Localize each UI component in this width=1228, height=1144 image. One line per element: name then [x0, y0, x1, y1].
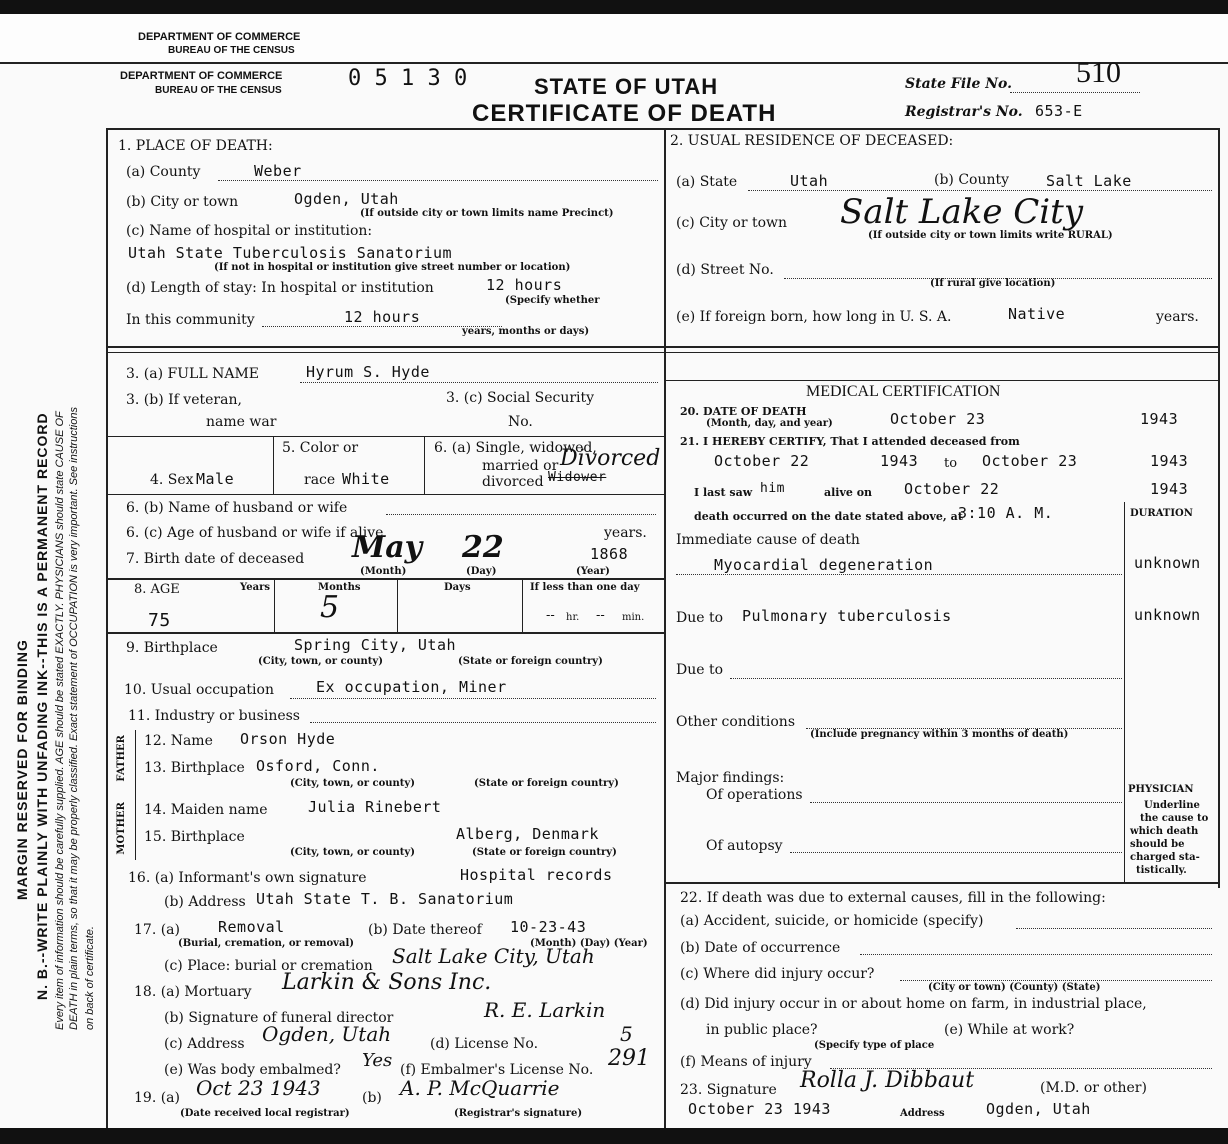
father-birth-value: Osford, Conn. [256, 757, 380, 775]
res-county-label: (b) County [934, 172, 1010, 188]
death-date-note: (Month, day, and year) [706, 418, 833, 429]
birthplace-state-note: (State or foreign country) [458, 656, 603, 667]
mortuary-label: 18. (a) Mortuary [134, 984, 252, 1000]
serial-number: 0 5 1 3 0 [348, 66, 468, 91]
from-date-value: October 22 [714, 452, 810, 470]
res-years-label: years. [1156, 309, 1199, 325]
registrar-b-label: (b) [362, 1090, 382, 1106]
frame-color [273, 436, 274, 494]
dept-label: DEPARTMENT OF COMMERCE [120, 70, 283, 82]
year-note: (Year) [576, 566, 610, 577]
birthplace-label: 9. Birthplace [126, 640, 218, 656]
frame-marital [424, 436, 425, 494]
accident-line [1016, 928, 1212, 929]
age-months-value: 5 [320, 590, 340, 625]
specify-place-note: (Specify type of place [814, 1040, 935, 1051]
place-burial-label: (c) Place: burial or cremation [164, 958, 373, 974]
mortuary-address-value: Ogden, Utah [262, 1022, 392, 1046]
embalmer-value: 291 [608, 1046, 650, 1071]
age-years-value: 75 [148, 610, 171, 631]
hospital-label: (c) Name of hospital or institution: [126, 223, 373, 239]
industry-line [310, 722, 656, 723]
death-year-value: 1943 [1140, 410, 1179, 428]
due1-label: Due to [676, 610, 724, 626]
where-label: (c) Where did injury occur? [680, 966, 875, 982]
race-value: White [342, 470, 390, 488]
received-note: (Date received local registrar) [180, 1108, 350, 1119]
color-label: 5. Color or [282, 440, 359, 456]
full-name-label: 3. (a) FULL NAME [126, 366, 259, 382]
death-date-label: 20. DATE OF DEATH [680, 405, 807, 418]
place-heading: 1. PLACE OF DEATH: [118, 138, 273, 154]
res-county-value: Salt Lake [1046, 172, 1132, 190]
last-saw-year: 1943 [1150, 480, 1189, 498]
due2-label: Due to [676, 662, 724, 678]
physician-note-1: Underline [1144, 800, 1200, 811]
occurrence-label: (b) Date of occurrence [680, 940, 841, 956]
occurrence-line [860, 954, 1212, 955]
state-title: STATE OF UTAH [534, 74, 719, 99]
signature-date: October 23 1943 [688, 1100, 831, 1118]
mother-birth-label: 15. Birthplace [144, 829, 245, 845]
res-city-note: (If outside city or town limits write RURAL) [868, 230, 1113, 241]
registrar-label: Registrar's No. [905, 104, 1023, 120]
death-date-value: October 23 [890, 410, 986, 428]
physician-note-6: tistically. [1136, 865, 1187, 876]
frame-middle [664, 128, 666, 1128]
frame-row-age [106, 578, 664, 580]
sex-value: Male [196, 470, 235, 488]
informant-label: 16. (a) Informant's own signature [128, 870, 367, 886]
father-birth-label: 13. Birthplace [144, 760, 245, 776]
age-hr-label: hr. [566, 612, 580, 623]
physician-note-3: which death [1130, 826, 1199, 837]
immediate-line [676, 574, 1122, 575]
immediate-duration: unknown [1134, 554, 1201, 572]
age-label: 8. AGE [134, 582, 180, 597]
res-city-label: (c) City or town [676, 215, 788, 231]
sex-label: 4. Sex [150, 472, 194, 488]
frame-left [106, 128, 108, 1128]
due2-line [730, 678, 1122, 679]
divorced-label: divorced [482, 474, 544, 490]
margin-note-3: Every item of information should be carefully supplied. AGE should be stated EXACTLY. PHYSICIANS should state CAUSE OF [54, 411, 66, 1030]
license-value: 5 [620, 1022, 633, 1046]
operations-label: Of operations [706, 787, 803, 803]
state-file-line [1010, 92, 1140, 93]
birth-date-label: 7. Birth date of deceased [126, 551, 305, 567]
where-note: (City or town) (County) (State) [928, 982, 1101, 993]
birth-month-value: May [352, 530, 423, 565]
mother-name-value: Julia Rinebert [308, 798, 442, 816]
marital-typed: Widower [548, 470, 607, 485]
background-certificate-strip [0, 0, 1228, 64]
res-foreign-value: Native [1008, 305, 1066, 323]
birthplace-value: Spring City, Utah [294, 636, 457, 654]
physician-signature: Rolla J. Dibbaut [800, 1068, 975, 1093]
occupation-line [290, 698, 656, 699]
age-years-label: Years [240, 582, 271, 593]
sig-address-label: Address [900, 1108, 945, 1119]
war-label: name war [206, 414, 277, 430]
frame-right [1218, 128, 1220, 888]
sig-address-value: Ogden, Utah [986, 1100, 1091, 1118]
due1-duration: unknown [1134, 606, 1201, 624]
frame-age-days [522, 578, 523, 632]
director-value: R. E. Larkin [484, 998, 606, 1022]
married-label: married or [482, 458, 559, 474]
frame-duration [1124, 502, 1125, 882]
birthplace-city-note: (City, town, or county) [258, 656, 383, 667]
stay-community-value: 12 hours [344, 308, 421, 326]
physician-note-4: should be [1130, 839, 1185, 850]
mother-name-label: 14. Maiden name [144, 802, 268, 818]
frame-age-years [274, 578, 275, 632]
city-label: (b) City or town [126, 194, 239, 210]
stay-label: (d) Length of stay: In hospital or institution [126, 280, 434, 296]
full-name-line [300, 382, 658, 383]
race-label: race [304, 472, 336, 488]
spouse-age-label: 6. (c) Age of husband or wife if alive [126, 525, 384, 541]
margin-note-2: N. B.--WRITE PLAINLY WITH UNFADING INK--THIS IS A PERMANENT RECORD [34, 412, 50, 1000]
specify-note: (Specify whether [505, 295, 600, 306]
mother-birth-value: Alberg, Denmark [456, 825, 599, 843]
autopsy-line [790, 852, 1122, 853]
age-min-value: -- [596, 608, 605, 623]
to-label: to [944, 456, 958, 471]
bureau-top: BUREAU OF THE CENSUS [168, 45, 295, 56]
birth-day-value: 22 [462, 530, 504, 565]
father-name-value: Orson Hyde [240, 730, 336, 748]
occupation-label: 10. Usual occupation [124, 682, 274, 698]
spouse-age-years: years. [604, 525, 647, 541]
father-name-label: 12. Name [144, 733, 213, 749]
last-saw-who: him [760, 481, 785, 496]
county-value: Weber [254, 162, 302, 180]
res-state-label: (a) State [676, 174, 738, 190]
registrar-sig-note: (Registrar's signature) [454, 1108, 583, 1119]
frame-med-head [664, 380, 1218, 381]
public-label: in public place? [706, 1022, 818, 1038]
informant-address-value: Utah State T. B. Sanatorium [256, 890, 514, 908]
res-state-value: Utah [790, 172, 829, 190]
medical-heading: MEDICAL CERTIFICATION [806, 383, 1001, 400]
scan-bottom-edge [0, 1128, 1228, 1144]
accident-label: (a) Accident, suicide, or homicide (specify) [680, 913, 984, 929]
state-file-number: 510 [1076, 56, 1121, 89]
last-saw-date: October 22 [904, 480, 1000, 498]
operations-line [810, 802, 1122, 803]
mother-state-note: (State or foreign country) [472, 847, 617, 858]
city-note: (If outside city or town limits name Precinct) [360, 208, 614, 219]
from-year-value: 1943 [880, 452, 919, 470]
physician-note-2: the cause to [1140, 813, 1209, 824]
frame-row-birth [106, 632, 664, 634]
physician-label: PHYSICIAN [1128, 784, 1194, 795]
ss-no-label: No. [508, 414, 533, 430]
stay-hospital-value: 12 hours [486, 276, 563, 294]
received-label: 19. (a) [134, 1090, 180, 1106]
frame-external [664, 882, 1218, 884]
frame-age-months [397, 578, 398, 632]
work-label: (e) While at work? [944, 1022, 1075, 1038]
disposition-date-value: 10-23-43 [510, 918, 587, 936]
time-value: 3:10 A. M. [958, 504, 1054, 522]
external-heading: 22. If death was due to external causes, fill in the following: [680, 890, 1106, 906]
other-label: Other conditions [676, 714, 796, 730]
margin-binding: MARGIN RESERVED FOR BINDING [14, 639, 30, 900]
county-line [218, 180, 658, 181]
units-note: years, months or days) [462, 326, 590, 337]
received-value: Oct 23 1943 [196, 1076, 321, 1100]
frame-top [106, 128, 1218, 130]
director-label: (b) Signature of funeral director [164, 1010, 394, 1026]
major-label: Major findings: [676, 770, 785, 786]
city-value: Ogden, Utah [294, 190, 399, 208]
age-min-label: min. [622, 612, 645, 623]
mdy-note: (Month) (Day) (Year) [530, 938, 648, 949]
residence-heading: 2. USUAL RESIDENCE OF DECEASED: [670, 133, 954, 149]
frame-row-spouse [106, 494, 664, 495]
frame-parents [135, 730, 136, 860]
autopsy-label: Of autopsy [706, 838, 783, 854]
res-foreign-label: (e) If foreign born, how long in U. S. A. [676, 309, 952, 325]
place-burial-value: Salt Lake City, Utah [392, 944, 595, 968]
due1-value: Pulmonary tuberculosis [742, 607, 952, 625]
month-note: (Month) [360, 566, 407, 577]
age-months-label: Months [318, 582, 361, 593]
disposition-label: 17. (a) [134, 922, 180, 938]
father-state-note: (State or foreign country) [474, 778, 619, 789]
industry-label: 11. Industry or business [128, 708, 300, 724]
birth-year-value: 1868 [590, 545, 629, 563]
disposition-value: Removal [218, 918, 285, 936]
state-file-label: State File No. [905, 76, 1013, 92]
mortuary-address-label: (c) Address [164, 1036, 245, 1052]
means-label: (f) Means of injury [680, 1054, 812, 1070]
home-label: (d) Did injury occur in or about home on farm, in industrial place, [680, 996, 1147, 1012]
marital-label: 6. (a) Single, widowed, [434, 440, 597, 456]
to-date-value: October 23 [982, 452, 1078, 470]
last-saw-label: I last saw [694, 486, 753, 499]
embalmed-value: Yes [362, 1050, 393, 1071]
veteran-label: 3. (b) If veteran, [126, 392, 242, 408]
spouse-label: 6. (b) Name of husband or wife [126, 500, 348, 516]
res-state-line [748, 190, 1212, 191]
day-note: (Day) [466, 566, 497, 577]
physician-note-5: charged sta- [1130, 852, 1200, 863]
ss-label: 3. (c) Social Security [446, 390, 595, 406]
res-city-value: Salt Lake City [840, 192, 1084, 232]
full-name-value: Hyrum S. Hyde [306, 363, 430, 381]
spouse-line [386, 514, 656, 515]
mother-city-note: (City, town, or county) [290, 847, 415, 858]
father-city-note: (City, town, or county) [290, 778, 415, 789]
county-label: (a) County [126, 164, 201, 180]
age-days-label: Days [444, 582, 471, 593]
margin-note-1 [14, 639, 30, 900]
embalmer-label: (f) Embalmer's License No. [400, 1062, 594, 1078]
margin-note-5: on back of certificate. [84, 926, 96, 1030]
immediate-value: Myocardial degeneration [714, 556, 934, 574]
mortuary-value: Larkin & Sons Inc. [282, 970, 492, 995]
where-line [900, 980, 1212, 981]
frame-row1 [106, 346, 1218, 348]
registrar-signature: A. P. McQuarrie [400, 1076, 560, 1100]
dept-top: DEPARTMENT OF COMMERCE [138, 31, 301, 43]
md-label: (M.D. or other) [1040, 1080, 1147, 1096]
signature-label: 23. Signature [680, 1082, 777, 1098]
alive-on-label: alive on [824, 486, 873, 499]
frame-row-sex [106, 436, 664, 437]
mother-side-label: MOTHER [116, 802, 127, 855]
certify-label: 21. I HEREBY CERTIFY, That I attended deceased from [680, 435, 1020, 448]
margin-note-4: DEATH in plain terms, so that it may be properly classified. Exact statement of OCCUPATION is very important. See instructions [68, 407, 80, 1030]
occupation-value: Ex occupation, Miner [316, 678, 507, 696]
informant-value: Hospital records [460, 866, 613, 884]
age-less-label: If less than one day [530, 582, 640, 593]
other-note: (Include pregnancy within 3 months of death) [810, 729, 1069, 740]
certificate-title: CERTIFICATE OF DEATH [472, 100, 777, 127]
hospital-value: Utah State Tuberculosis Sanatorium [128, 244, 453, 262]
frame-row1b [106, 352, 1218, 353]
scan-edge [0, 0, 1228, 14]
burial-note: (Burial, cremation, or removal) [178, 938, 354, 949]
hospital-note: (If not in hospital or institution give street number or location) [214, 262, 571, 273]
community-label: In this community [126, 312, 255, 328]
marital-handwritten: Divorced [560, 446, 661, 471]
father-side-label: FATHER [116, 735, 127, 782]
registrar-number: 653-E [1035, 102, 1083, 120]
license-label: (d) License No. [430, 1036, 539, 1052]
duration-label: DURATION [1130, 508, 1193, 519]
embalmed-label: (e) Was body embalmed? [164, 1062, 341, 1078]
informant-address-label: (b) Address [164, 894, 246, 910]
age-hr-value: -- [546, 608, 555, 623]
res-street-label: (d) Street No. [676, 262, 774, 278]
disposition-date-label: (b) Date thereof [368, 922, 482, 938]
bureau-label: BUREAU OF THE CENSUS [155, 85, 282, 96]
occurred-label: death occurred on the date stated above, at [694, 510, 963, 523]
res-street-note: (If rural give location) [930, 278, 1056, 289]
immediate-label: Immediate cause of death [676, 532, 860, 548]
to-year-value: 1943 [1150, 452, 1189, 470]
